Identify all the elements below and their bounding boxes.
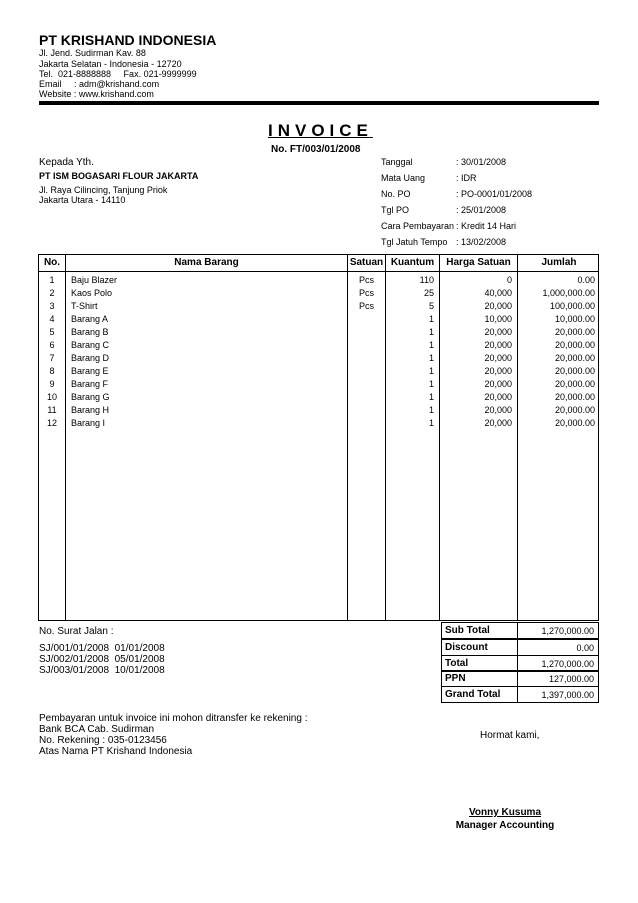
delivery-note-item: SJ/001/01/2008 01/01/2008 bbox=[39, 643, 165, 654]
table-row bbox=[39, 418, 598, 431]
cell-price: 20,000 bbox=[484, 379, 512, 389]
cell-amount: 20,000.00 bbox=[554, 327, 595, 337]
cell-unit: Pcs bbox=[358, 288, 374, 298]
table-row bbox=[39, 340, 598, 353]
payment-account-name: Atas Nama PT Krishand Indonesia bbox=[39, 746, 193, 757]
cell-no: 5 bbox=[49, 327, 55, 337]
customer-name: PT ISM BOGASARI FLOUR JAKARTA bbox=[39, 171, 199, 181]
invoice-number: No. FT/003/01/2008 bbox=[271, 144, 361, 155]
cell-price: 20,000 bbox=[484, 392, 512, 402]
total-value: 1,270,000.00 bbox=[517, 655, 599, 672]
cell-qty: 1 bbox=[428, 353, 434, 363]
recipient-label: Kepada Yth. bbox=[39, 157, 94, 168]
cell-amount: 20,000.00 bbox=[554, 392, 595, 402]
cell-amount: 20,000.00 bbox=[554, 379, 595, 389]
payment-bank: Bank BCA Cab. Sudirman bbox=[39, 724, 155, 735]
meta-label: Tanggal bbox=[381, 157, 413, 167]
column-header-qty: Kuantum bbox=[390, 257, 435, 268]
cell-qty: 1 bbox=[428, 418, 434, 428]
cell-amount: 20,000.00 bbox=[554, 418, 595, 428]
cell-no: 9 bbox=[49, 379, 55, 389]
table-row bbox=[39, 366, 598, 379]
cell-price: 20,000 bbox=[484, 366, 512, 376]
meta-label: Cara Pembayaran bbox=[381, 221, 455, 231]
table-row bbox=[39, 327, 598, 340]
grand-total-value: 1,397,000.00 bbox=[517, 686, 599, 703]
invoice-title: INVOICE bbox=[268, 121, 373, 140]
cell-price: 40,000 bbox=[484, 288, 512, 298]
table-row bbox=[39, 405, 598, 418]
meta-label: No. PO bbox=[381, 189, 411, 199]
column-header-no: No. bbox=[43, 257, 61, 268]
cell-no: 11 bbox=[47, 405, 57, 415]
cell-price: 20,000 bbox=[484, 301, 512, 311]
meta-label: Mata Uang bbox=[381, 173, 426, 183]
cell-qty: 1 bbox=[428, 327, 434, 337]
cell-price: 10,000 bbox=[484, 314, 512, 324]
cell-no: 4 bbox=[49, 314, 55, 324]
cell-name: Barang F bbox=[71, 379, 109, 389]
cell-no: 1 bbox=[49, 275, 55, 285]
cell-qty: 1 bbox=[428, 340, 434, 350]
cell-name: Barang E bbox=[71, 366, 109, 376]
cell-name: Barang H bbox=[71, 405, 110, 415]
table-row bbox=[39, 301, 598, 314]
cell-qty: 1 bbox=[428, 392, 434, 402]
cell-price: 20,000 bbox=[484, 353, 512, 363]
company-email: Email : adm@krishand.com bbox=[39, 79, 160, 89]
ppn-value: 127,000.00 bbox=[517, 670, 599, 687]
company-name: PT KRISHAND INDONESIA bbox=[39, 32, 217, 48]
ppn-label: PPN bbox=[441, 670, 518, 687]
cell-no: 12 bbox=[46, 418, 57, 428]
cell-name: Barang G bbox=[71, 392, 110, 402]
meta-value: : Kredit 14 Hari bbox=[456, 221, 517, 231]
cell-qty: 1 bbox=[428, 366, 434, 376]
cell-amount: 20,000.00 bbox=[554, 405, 595, 415]
cell-name: T-Shirt bbox=[71, 301, 98, 311]
cell-amount: 20,000.00 bbox=[554, 366, 595, 376]
payment-instruction: Pembayaran untuk invoice ini mohon ditransfer ke rekening : bbox=[39, 713, 308, 724]
closing-greeting: Hormat kami, bbox=[480, 730, 540, 741]
cell-amount: 0.00 bbox=[577, 275, 595, 285]
signatory-title: Manager Accounting bbox=[455, 820, 555, 831]
cell-no: 3 bbox=[49, 301, 55, 311]
cell-price: 0 bbox=[506, 275, 512, 285]
cell-no: 7 bbox=[49, 353, 55, 363]
cell-qty: 5 bbox=[428, 301, 434, 311]
cell-name: Barang C bbox=[71, 340, 110, 350]
items-table bbox=[38, 254, 599, 621]
column-header-item: Nama Barang bbox=[174, 257, 239, 268]
signatory-name: Vonny Kusuma bbox=[468, 807, 542, 818]
table-row bbox=[39, 288, 598, 301]
table-row bbox=[39, 353, 598, 366]
cell-price: 20,000 bbox=[484, 340, 512, 350]
grand-total-label: Grand Total bbox=[441, 686, 518, 703]
header-divider bbox=[39, 271, 598, 272]
cell-amount: 20,000.00 bbox=[554, 353, 595, 363]
cell-name: Barang I bbox=[71, 418, 106, 428]
cell-price: 20,000 bbox=[484, 418, 512, 428]
company-website: Website : www.krishand.com bbox=[39, 89, 154, 99]
cell-no: 6 bbox=[49, 340, 55, 350]
cell-qty: 25 bbox=[423, 288, 434, 298]
table-row bbox=[39, 392, 598, 405]
company-phone-fax: Tel. 021-8888888 Fax. 021-9999999 bbox=[39, 69, 197, 79]
meta-value: : PO-0001/01/2008 bbox=[456, 189, 533, 199]
customer-address-line: Jl. Raya Cilincing, Tanjung Priok bbox=[39, 185, 168, 195]
cell-price: 20,000 bbox=[484, 405, 512, 415]
delivery-note-item: SJ/003/01/2008 10/01/2008 bbox=[39, 665, 165, 676]
meta-value: : 13/02/2008 bbox=[456, 237, 507, 247]
company-address-line: Jl. Jend. Sudirman Kav. 88 bbox=[39, 48, 146, 58]
discount-label: Discount bbox=[441, 639, 518, 656]
cell-qty: 1 bbox=[428, 405, 434, 415]
cell-no: 8 bbox=[49, 366, 55, 376]
cell-name: Barang B bbox=[71, 327, 109, 337]
cell-name: Baju Blazer bbox=[71, 275, 118, 285]
payment-account-number: No. Rekening : 035-0123456 bbox=[39, 735, 167, 746]
column-header-price: Harga Satuan bbox=[446, 257, 511, 268]
meta-value: : IDR bbox=[456, 173, 477, 183]
cell-name: Barang A bbox=[71, 314, 109, 324]
meta-label: Tgl PO bbox=[381, 205, 410, 215]
column-header-amount: Jumlah bbox=[541, 257, 577, 268]
table-row bbox=[39, 314, 598, 327]
table-row bbox=[39, 275, 598, 288]
cell-unit: Pcs bbox=[358, 301, 374, 311]
cell-name: Barang D bbox=[71, 353, 110, 363]
cell-amount: 1,000,000.00 bbox=[542, 288, 595, 298]
subtotal-value: 1,270,000.00 bbox=[517, 622, 599, 639]
cell-amount: 10,000.00 bbox=[554, 314, 595, 324]
cell-unit: Pcs bbox=[358, 275, 374, 285]
meta-value: : 30/01/2008 bbox=[456, 157, 507, 167]
header-divider bbox=[39, 101, 599, 105]
cell-no: 10 bbox=[46, 392, 57, 402]
delivery-note-item: SJ/002/01/2008 05/01/2008 bbox=[39, 654, 165, 665]
cell-price: 20,000 bbox=[484, 327, 512, 337]
meta-label: Tgl Jatuh Tempo bbox=[381, 237, 448, 247]
customer-address-line: Jakarta Utara - 14110 bbox=[39, 195, 126, 205]
meta-value: : 25/01/2008 bbox=[456, 205, 507, 215]
delivery-note-label: No. Surat Jalan : bbox=[39, 626, 114, 637]
cell-qty: 110 bbox=[419, 275, 434, 285]
total-label: Total bbox=[441, 655, 518, 672]
cell-name: Kaos Polo bbox=[71, 288, 113, 298]
table-row bbox=[39, 379, 598, 392]
subtotal-label: Sub Total bbox=[441, 622, 518, 639]
cell-amount: 20,000.00 bbox=[554, 340, 595, 350]
cell-no: 2 bbox=[49, 288, 55, 298]
discount-value: 0.00 bbox=[517, 639, 599, 656]
cell-qty: 1 bbox=[428, 379, 434, 389]
cell-amount: 100,000.00 bbox=[549, 301, 595, 311]
cell-qty: 1 bbox=[428, 314, 434, 324]
company-address-line: Jakarta Selatan - Indonesia - 12720 bbox=[39, 59, 182, 69]
column-header-unit: Satuan bbox=[349, 257, 384, 268]
